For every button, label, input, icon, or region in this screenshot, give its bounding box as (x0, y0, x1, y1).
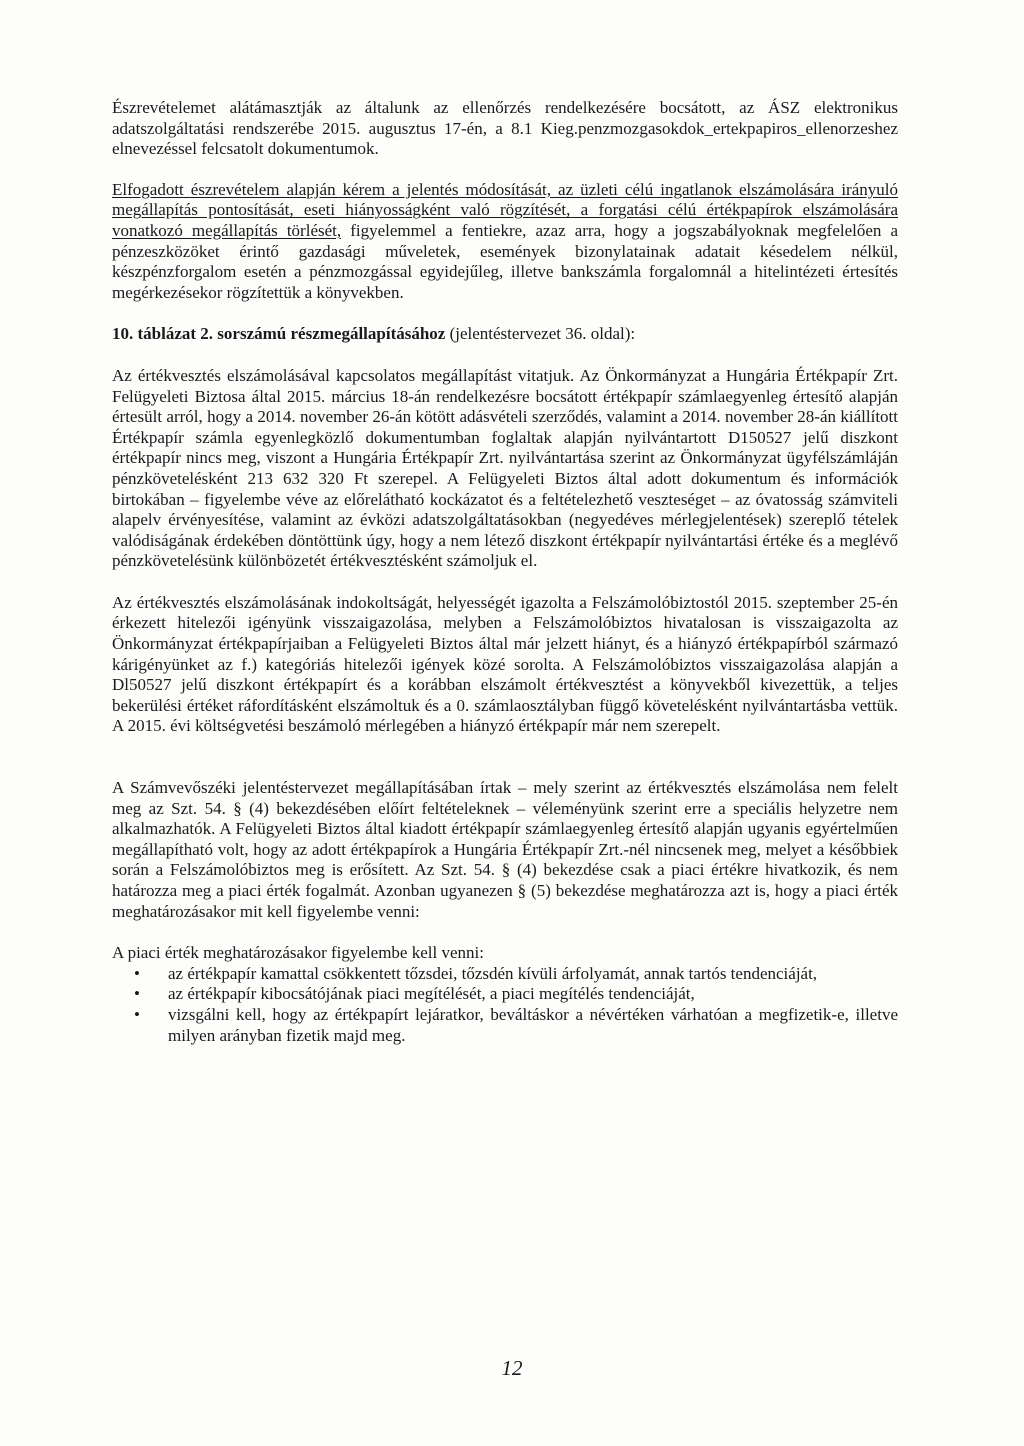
bullet-icon: • (134, 963, 140, 983)
page-number: 12 (501, 1356, 523, 1380)
bullet-icon: • (134, 1004, 140, 1024)
paragraph-request (112, 180, 898, 304)
paragraph-evidence: Észrevételemet alátámasztják az általunk az ellenőrzés rendelkezésére bocsátott, az ÁSZ elektronikus adatszolgáltatási rendszerébe 2015. augusztus 17-én, a 8.1 Kieg.penzmozgasokdok_ertekpapiros_ellenorzeshez elnevezéssel felcsatolt dokumentumok. (112, 98, 898, 159)
section-heading-bold: 10. táblázat 2. sorszámú részmegállapításához (112, 324, 446, 344)
paragraph-market-value-intro: A piaci érték meghatározásakor figyelembe kell venni: (112, 943, 484, 963)
request-continuation: figyelemmel a fentiekre, azaz arra, hogy a jogszabályoknak megfelelően a pénzeszközöket érintő gazdasági műveletek, események bizonylatainak adatait késedelem nélkül, készpénzforgalom esetén a pénzmozgással egyidejűleg, illetve bankszámla forgalomnál a hitelintézeti értesítés megérkezésekor rögzítettük a könyvekben. (112, 220, 899, 302)
list-item-text: az értékpapír kamattal csökkentett tőzsdei, tőzsdén kívüli árfolyamát, annak tartós tendenciáját, (168, 963, 818, 983)
list-item (112, 964, 898, 985)
paragraph-audit-statement: A Számvevőszéki jelentéstervezet megállapításában írtak – mely szerint az értékvesztés elszámolása nem felelt meg az Szt. 54. § (4) bekezdésében előírt feltételeknek – véleményünk szerint erre a speciális helyzetre nem alkalmazhatók. A Felügyeleti Biztos által kiadott értékpapír számlaegyenleg értesítő alapján ugyanis egyértelműen megállapítható volt, hogy az adott értékpapírok a Hungária Értékpapír Zrt.-nél nincsenek meg, melyet a későbbiek során a Felszámolóbiztos meg is erősített. Az Szt. 54. § (4) bekezdése csak a piaci értékre hivatkozik, és nem határozza meg a piaci érték fogalmát. Azonban ugyanezen § (5) bekezdése meghatározza azt is, hogy a piaci érték meghatározásakor mit kell figyelembe venni: (112, 778, 898, 921)
section-heading (112, 324, 898, 345)
market-value-criteria-list (112, 964, 898, 1046)
list-item (112, 984, 898, 1005)
section-heading-ref: (jelentéstervezet 36. oldal): (445, 324, 636, 344)
list-item (112, 1005, 898, 1046)
paragraph-liquidator-confirmation: Az értékvesztés elszámolásának indokoltságát, helyességét igazolta a Felszámolóbiztostól 2015. szeptember 25-én érkezett hitelezői igényünk visszaigazolása, melyben a Felszámolóbiztos hivatalosan is visszaigazolta az Önkormányzat értékpapírjaiban a Felügyeleti Biztos által már jelzett hiányt, és a hiányzó értékpapírból származó kárigényünket az f.) kategóriás hitelezői igények közé sorolta. A Felszámolóbiztos visszaigazolása alapján a Dl50527 jelű diszkont értékpapírt és a korábban elszámolt értékvesztést a könyvekből kivezettük, a teljes bekerülési értéket ráfordításként elszámoltuk és a 0. számlaosztályban függő követelésként nyilvántartásba vettük. A 2015. évi költségvetési beszámoló mérlegében a hiányzó értékpapír már nem szerepelt. (112, 592, 898, 736)
bullet-icon: • (134, 984, 140, 1004)
paragraph-impairment-dispute: Az értékvesztés elszámolásával kapcsolatos megállapítást vitatjuk. Az Önkormányzat a Hungária Értékpapír Zrt. Felügyeleti Biztosa által 2015. március 18-án rendelkezésre bocsátott értékpapír számlaegyenleg értesítő alapján értesült arról, hogy a 2014. november 26-án kötött adásvételi szerződés, valamint a 2014. november 28-án kiállított Értékpapír számla egyenlegközlő dokumentumban foglaltak alapján nyilvántartott D150527 jelű diszkont értékpapír nincs meg, viszont a Hungária Értékpapír Zrt. nyilvántartása szerint az Önkormányzat ügyfélszámláján pénzkövetelésként 213 632 320 Ft szerepel. A Felügyeleti Biztos által adott dokumentum és információk birtokában – figyelembe véve az előrelátható kockázatot és a feltételezhető veszteséget – az óvatosság számviteli alapelv érvényesítése, valamint az évközi adatszolgáltatásokban (negyedéves mérlegjelentések) szereplő tételek valódiságának érdekében döntöttünk úgy, hogy a nem létező diszkont értékpapír nyilvántartási értéke és a meglévő pénzkövetelésünk különbözetét értékvesztésként számoljuk el. (112, 365, 898, 571)
underlined-request: Elfogadott észrevételem alapján kérem a jelentés módosítását, az üzleti célú ingatlanok elszámolására irányuló megállapítás pontosítását, eseti hiányosságként való rögzítését, a forgatási célú értékpapírok elszámolására vonatkozó megállapítás törlését, (112, 179, 898, 240)
list-item-text: vizsgálni kell, hogy az értékpapírt lejáratkor, beváltáskor a névértéken várhatóan a megfizetik-e, illetve milyen arányban fizetik majd meg. (168, 1004, 898, 1045)
list-item-text: az értékpapír kibocsátójának piaci megítélését, a piaci megítélés tendenciáját, (168, 984, 695, 1004)
document-page (112, 98, 898, 1046)
